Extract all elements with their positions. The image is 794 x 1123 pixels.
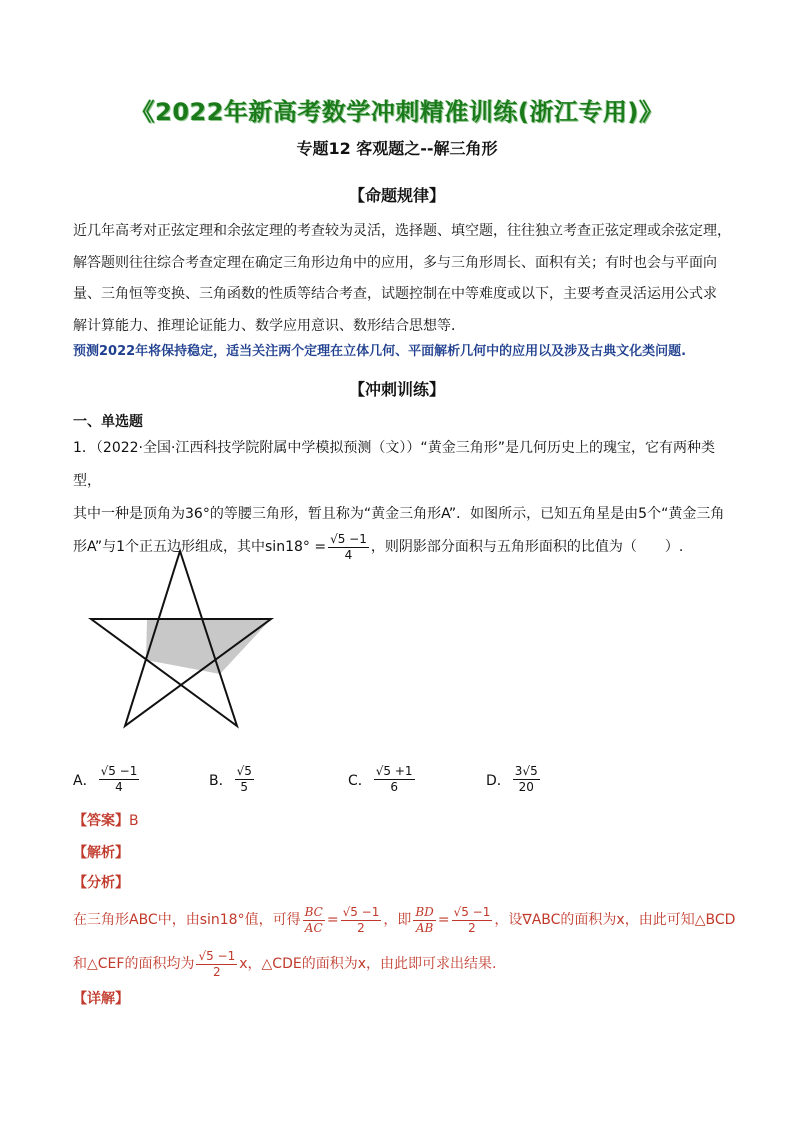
rules-heading: 【命题规律】 xyxy=(348,186,445,205)
analysis-l2-b: x，△CDE的面积为x，由此即可求出结果. xyxy=(239,956,497,972)
detail-label: 【详解】 xyxy=(73,991,129,1007)
option-b-numerator: √5 xyxy=(236,764,252,778)
analysis-fraction-3 xyxy=(196,949,237,980)
fraction-numerator: √5 −1 xyxy=(330,532,367,546)
option-c-letter: C． xyxy=(348,772,372,789)
analysis-l1-b: ，即 xyxy=(383,912,412,928)
rules-line-3: 量、三角恒等变换、三角函数的性质等结合考查，试题控制在中等难度或以下，主要考查灵活运用公式求 xyxy=(73,286,717,302)
option-a-letter: A． xyxy=(73,772,97,789)
option-c-fraction xyxy=(374,764,415,795)
document-title: 《2022年新高考数学冲刺精准训练(浙江专用)》 xyxy=(130,98,664,126)
analysis-fraction-1 xyxy=(341,905,382,936)
option-a-numerator: √5 −1 xyxy=(100,764,138,778)
option-d-numerator: 3√5 xyxy=(514,764,538,778)
analysis-l1-c: ，设∇ABC的面积为x，由此可知△BCD xyxy=(494,912,736,928)
frac-num: BD xyxy=(415,904,434,919)
sin18-fraction xyxy=(328,532,369,563)
document-subtitle: 专题12 客观题之--解三角形 xyxy=(296,139,498,158)
rules-paragraph xyxy=(73,216,733,342)
option-c-denominator: 6 xyxy=(390,780,398,794)
equals-sign: = xyxy=(326,912,339,928)
question-line-3-text-a: 形A”与1个正五边形组成，其中sin18° = xyxy=(73,539,327,555)
rules-line-4: 解计算能力、推理论证能力、数学应用意识、数形结合思想等． xyxy=(73,317,465,334)
answer-label: 【答案】 xyxy=(73,813,129,829)
option-a-fraction xyxy=(99,764,140,795)
option-d-denominator: 20 xyxy=(518,780,534,794)
answer-value: B xyxy=(129,813,139,829)
frac-den: AB xyxy=(415,920,434,935)
five-pointed-star-figure xyxy=(88,548,278,733)
analysis-fraction-bc-ac xyxy=(303,905,325,936)
option-d-letter: D． xyxy=(486,772,511,789)
frac-num: √5 −1 xyxy=(453,904,491,919)
fraction-denominator: 4 xyxy=(344,548,353,562)
answer-line xyxy=(73,810,139,830)
rules-line-2: 解答题则往往综合考查定理在确定三角形边角中的应用，多与三角形周长、面积有关；有时也会与平面向 xyxy=(73,254,717,271)
fenxi-label: 【分析】 xyxy=(73,875,129,891)
frac-den: 2 xyxy=(213,964,221,979)
analysis-line-1 xyxy=(73,902,753,938)
option-c-numerator: √5 +1 xyxy=(375,764,413,778)
frac-den: AC xyxy=(304,920,323,935)
frac-num: √5 −1 xyxy=(198,948,236,963)
frac-den: 2 xyxy=(468,920,476,935)
option-d[interactable] xyxy=(486,764,542,795)
option-b-letter: B． xyxy=(209,772,233,789)
analysis-line-2 xyxy=(73,942,753,986)
analysis-l2-a: 和△CEF的面积均为 xyxy=(73,956,195,972)
analysis-fraction-2 xyxy=(452,905,493,936)
question-line-2: 其中一种是顶角为36°的等腰三角形，暂且称为“黄金三角形A”．如图所示，已知五角星是由5个“黄金三角 xyxy=(73,506,725,522)
question-type-heading: 一、单选题 xyxy=(73,414,143,430)
analysis-fraction-bd-ab xyxy=(413,905,435,936)
analysis-l1-a: 在三角形ABC中，由sin18°值，可得 xyxy=(73,912,301,928)
rules-line-1: 近几年高考对正弦定理和余弦定理的考查较为灵活，选择题、填空题，往往独立考查正弦定理或余弦定理， xyxy=(73,223,731,239)
option-b[interactable] xyxy=(209,764,256,795)
option-b-denominator: 5 xyxy=(240,780,249,794)
option-a[interactable] xyxy=(73,764,141,795)
training-heading: 【冲刺训练】 xyxy=(348,380,445,399)
analysis-label: 【解析】 xyxy=(73,845,129,861)
analysis-text xyxy=(73,902,753,986)
frac-num: √5 −1 xyxy=(342,904,380,919)
frac-num: BC xyxy=(304,904,323,919)
question-line-1: 1．（2022·全国·江西科技学院附属中学模拟预测（文））“黄金三角形”是几何历史上的瑰宝，它有两种类型， xyxy=(73,440,715,489)
option-c[interactable] xyxy=(348,764,417,795)
question-line-3-text-b: ，则阴影部分面积与五角形面积的比值为（ ）. xyxy=(370,539,684,555)
option-d-fraction xyxy=(513,764,540,795)
option-b-fraction xyxy=(235,764,254,795)
option-a-denominator: 4 xyxy=(115,780,123,794)
question-1 xyxy=(73,432,733,564)
frac-den: 2 xyxy=(357,920,365,935)
equals-sign: = xyxy=(437,912,450,928)
prediction-text: 预测2022年将保持稳定，适当关注两个定理在立体几何、平面解析几何中的应用以及涉及古典文化类问题. xyxy=(73,344,687,359)
